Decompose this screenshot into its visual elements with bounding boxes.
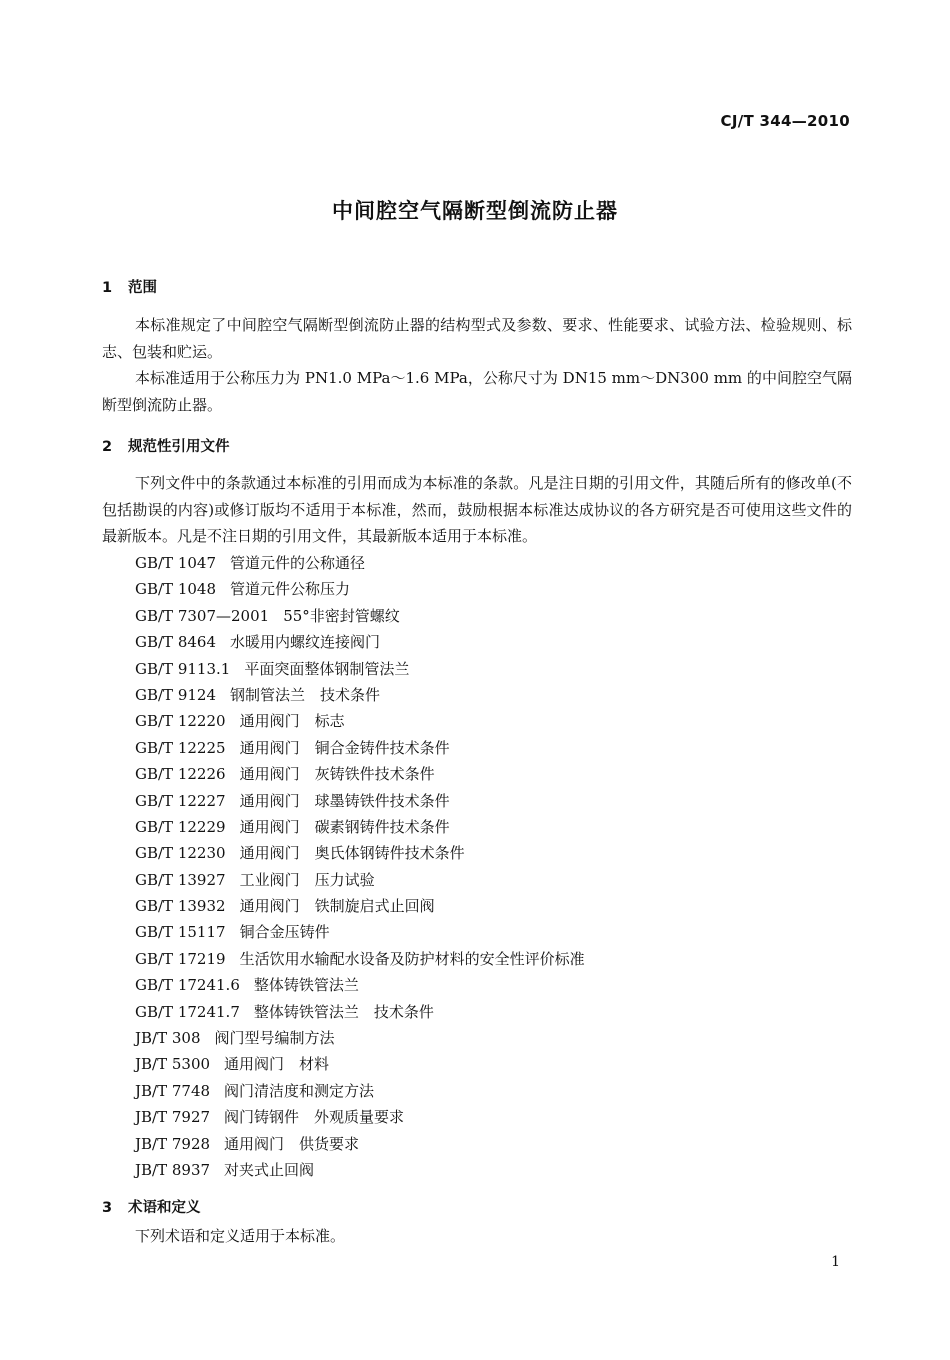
reference-item <box>135 999 585 1025</box>
reference-code: JB/T 7927 <box>135 1108 211 1127</box>
section-title: 规范性引用文件 <box>128 439 230 455</box>
reference-item <box>135 840 585 866</box>
reference-item <box>135 576 585 602</box>
reference-code: GB/T 17219 <box>135 949 226 968</box>
reference-item <box>135 761 585 787</box>
reference-code: GB/T 12229 <box>135 817 226 836</box>
reference-code: GB/T 12227 <box>135 791 226 810</box>
normative-reference-list <box>135 550 585 1183</box>
reference-code: GB/T 17241.7 <box>135 1002 240 1021</box>
reference-title: 整体铸铁管法兰 <box>253 976 359 995</box>
reference-code: GB/T 9124 <box>135 685 217 704</box>
reference-title: 阀门清洁度和测定方法 <box>224 1081 375 1100</box>
reference-code: JB/T 5300 <box>135 1055 211 1074</box>
section-2-heading <box>102 435 230 456</box>
reference-title: 生活饮用水输配水设备及防护材料的安全性评价标准 <box>239 949 585 968</box>
reference-title: 铜合金压铸件 <box>239 923 330 942</box>
reference-code: GB/T 17241.6 <box>135 976 240 995</box>
reference-title: 工业阀门 压力试验 <box>239 870 375 889</box>
section-title: 术语和定义 <box>128 1200 201 1216</box>
section-title: 范围 <box>128 280 157 296</box>
reference-code: JB/T 7748 <box>135 1081 211 1100</box>
reference-title: 管道元件的公称通径 <box>230 554 366 572</box>
reference-title: 钢制管法兰 技术条件 <box>230 685 381 704</box>
reference-item <box>135 919 585 945</box>
section-3-heading <box>102 1196 201 1217</box>
page-number: 1 <box>831 1254 840 1270</box>
section-1-heading <box>102 276 157 297</box>
document-title: 中间腔空气隔断型倒流防止器 <box>332 199 618 223</box>
reference-code: GB/T 12225 <box>135 738 226 757</box>
reference-title: 管道元件公称压力 <box>230 580 351 599</box>
reference-title: 通用阀门 奥氏体钢铸件技术条件 <box>239 844 465 863</box>
reference-title: 55°非密封管螺纹 <box>283 606 400 625</box>
reference-item <box>135 1104 585 1130</box>
reference-item <box>135 814 585 840</box>
reference-title: 平面突面整体钢制管法兰 <box>244 659 410 678</box>
reference-item <box>135 603 585 629</box>
reference-code: GB/T 1048 <box>135 580 217 599</box>
reference-code: JB/T 7928 <box>135 1134 211 1153</box>
reference-title: 水暖用内螺纹连接阀门 <box>230 633 381 652</box>
section-number: 2 <box>102 439 113 455</box>
reference-item <box>135 682 585 708</box>
reference-title: 整体铸铁管法兰 技术条件 <box>253 1002 434 1021</box>
reference-title: 通用阀门 碳素钢铸件技术条件 <box>239 817 450 836</box>
section-3-paragraph-1: 下列术语和定义适用于本标准。 <box>135 1227 346 1245</box>
section-1-paragraph-2: 本标准适用于公称压力为 PN1.0 MPa～1.6 MPa，公称尺寸为 DN15 mm～DN300 mm 的中间腔空气隔断型倒流防止器。 <box>102 369 852 414</box>
reference-item <box>135 1025 585 1051</box>
reference-item <box>135 788 585 814</box>
reference-item <box>135 1078 585 1104</box>
reference-title: 通用阀门 灰铸铁件技术条件 <box>239 765 435 784</box>
reference-item <box>135 1157 585 1183</box>
section-1-paragraph-1: 本标准规定了中间腔空气隔断型倒流防止器的结构型式及参数、要求、性能要求、试验方法、检验规则、标志、包装和贮运。 <box>102 316 852 361</box>
reference-code: GB/T 7307—2001 <box>135 606 270 625</box>
reference-title: 通用阀门 球墨铸铁件技术条件 <box>239 791 450 810</box>
reference-item <box>135 972 585 998</box>
reference-title: 通用阀门 供货要求 <box>224 1134 360 1153</box>
reference-title: 通用阀门 标志 <box>239 712 345 731</box>
reference-code: GB/T 12230 <box>135 844 226 863</box>
reference-item <box>135 946 585 972</box>
reference-code: GB/T 15117 <box>135 923 226 942</box>
section-number: 3 <box>102 1200 113 1216</box>
reference-item <box>135 656 585 682</box>
reference-code: GB/T 9113.1 <box>135 659 231 678</box>
reference-code: GB/T 12220 <box>135 712 226 731</box>
reference-title: 对夹式止回阀 <box>224 1160 315 1179</box>
reference-item <box>135 708 585 734</box>
section-number: 1 <box>102 280 113 296</box>
reference-title: 通用阀门 铜合金铸件技术条件 <box>239 738 450 757</box>
reference-title: 通用阀门 材料 <box>224 1055 330 1074</box>
reference-title: 阀门型号编制方法 <box>214 1029 335 1048</box>
section-2-paragraph-1: 下列文件中的条款通过本标准的引用而成为本标准的条款。凡是注日期的引用文件，其随后所有的修改单(不包括勘误的内容)或修订版均不适用于本标准，然而，鼓励根据本标准达成协议的各方研究是否可使用这些文件的最新版本。凡是不注日期的引用文件，其最新版本适用于本标准。 <box>102 474 852 545</box>
reference-code: GB/T 8464 <box>135 633 217 652</box>
reference-code: JB/T 8937 <box>135 1160 211 1179</box>
reference-code: GB/T 13927 <box>135 870 226 889</box>
reference-item <box>135 550 585 576</box>
reference-item <box>135 735 585 761</box>
reference-title: 阀门铸钢件 外观质量要求 <box>224 1108 405 1127</box>
reference-item <box>135 867 585 893</box>
reference-code: GB/T 12226 <box>135 765 226 784</box>
reference-item <box>135 1051 585 1077</box>
reference-title: 通用阀门 铁制旋启式止回阀 <box>239 897 435 916</box>
reference-item <box>135 893 585 919</box>
reference-item <box>135 629 585 655</box>
reference-code: GB/T 1047 <box>135 554 217 572</box>
reference-code: GB/T 13932 <box>135 897 226 916</box>
reference-code: JB/T 308 <box>135 1029 201 1048</box>
standard-code: CJ/T 344—2010 <box>720 112 850 130</box>
reference-item <box>135 1131 585 1157</box>
